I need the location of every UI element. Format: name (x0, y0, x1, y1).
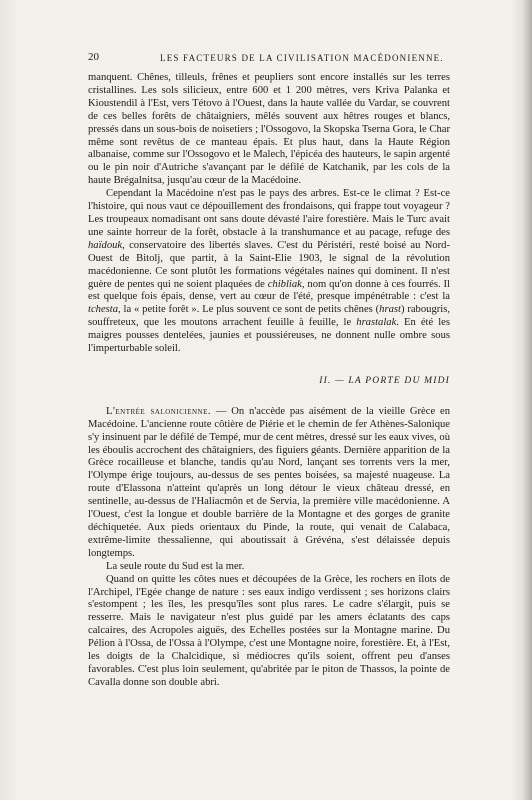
paragraph-text: ) rabougris, souffreteux, que les moutons arrachent feuille à feuille, le (88, 304, 450, 329)
paragraph (88, 561, 450, 574)
section-heading: II. — LA PORTE DU MIDI (319, 375, 450, 386)
paragraph (88, 406, 450, 561)
paragraph-lead: L'entrée salonicienne. (106, 405, 212, 417)
paragraph-text: Quand on quitte les côtes nues et découpées de la Grèce, les rochers en îlots de l'Archipel, l'Egée change de nature : ses eaux indigo verdissent ; ses horizons clairs s'estompent ; les îles, les presqu'îles sont plus rares. Le cadre s'élargit, puis se resserre. Mais le navigateur n'est plus guidé par les amers éclatants des caps calcaires, des Acropoles aiguës, des Echelles postées sur la Montagne marine. Du Pélion à l'Ossa, de l'Ossa à l'Olympe, c'est une Montagne noire, forestière. Et, à l'Est, les doigts de la Chalcidique, si médiocres qu'ils soient, offrent peu d'anses favorables. C'est plus loin seulement, qu'abritée par le piton de Thassos, la pointe de Cavalla donne son double abri. (88, 573, 450, 688)
paragraph (88, 72, 450, 188)
paragraph-text: — On n'accède pas aisément de la vieille Grèce en Macédoine. L'ancienne route côtière de Piérie et le chemin de fer Athènes-Salonique s'y insinuent par le défilé de Tempé, mur de cent mètres, dressé sur les eaux vives, où les éboulis accrochent des châtaigniers, des figuiers géants. Dernière apparition de la Grèce rocailleuse et blanche, tandis qu'au Nord, lançant ses torrents vers la mer, l'Olympe érige toujours, au-dessus de ses pentes boisées, sa majesté nuageuse. La route d'Elassona n'atteint qu'après un long détour le vieux château dressé, en sentinelle, au-dessus de l'Haliacmôn et de Servia, la première ville macédonienne. A l'Ouest, c'est la longue et double barrière de la Montagne et des gorges de granite déchiquetée. Aux pieds orientaux du Pinde, la route, qui venait de Calabaca, extrême-limite thessalienne, qui aboutissait à Grévéna, s'est délaissée depuis longtemps. (88, 405, 450, 559)
body-text (88, 72, 450, 690)
paragraph-text: , la « petite forêt ». Le plus souvent ce sont de petits chênes ( (118, 304, 380, 316)
paragraph (88, 188, 450, 356)
paragraph-text: La seule route du Sud est la mer. (106, 560, 245, 572)
paragraph-text: manquent. Chênes, tilleuls, frênes et peupliers sont encore installés sur les terres cristallines. Les sols silicieux, entre 600 et 1 200 mètres, vers Kriva Palanka et Kioustendil à l'Est, vers Tétovo à l'Ouest, dans la haute vallée du Vardar, se couvrent de ces belles forêts de châtaigniers, mêlés souvent aux hêtres rouges et blancs, pressés dans un sous-bois de noisetiers ; l'Ossogovo, la Skopska Tserna Gora, le Char même sont revêtus de ce manteau épais. Et plus haut, dans la Haute Région albanaise, comme sur l'Ossogovo et le Malech, l'épicéa des hauteurs, le sapin argenté ou le pin noir d'Autriche s'avançant par le défilé de Katchanik, par les cols de la haute Brégalnitsa, jusqu'au cœur de la Macédoine. (88, 72, 450, 187)
paragraph (88, 574, 450, 690)
italic-term: haïdouk (88, 239, 123, 251)
page-number: 20 (88, 51, 99, 63)
paragraph-text: Cependant la Macédoine n'est pas le pays des arbres. Est-ce le climat ? Est-ce l'histoire, qui nous vaut ce dépouillement des frondaisons, qui frappe tout voyageur ? Les troupeaux nomadisant ont sans doute dévasté l'aire forestière. Mais le Turc avait une sainte horreur de la forêt, obstacle à la transhumance et au pacage, refuge des (88, 188, 450, 238)
running-title: LES FACTEURS DE LA CIVILISATION MACÉDONIENNE. (160, 53, 444, 63)
page-edge-shadow (522, 0, 532, 800)
paragraph-text: , conservatoire des libertés slaves. C'est du Péristéri, resté boisé au Nord-Ouest de Bitolj, que partit, à la Saint-Elie 1903, le signal de la révolution macédonienne. Ce sont plutôt les formations végétales naines qui dominent. Il n'est guère de pentes qui ne soient plaquées de (88, 239, 450, 290)
paragraph-text: . En été les maigres pousses dentelées, jaunies et poussiéreuses, ne donnent nulle ombre sous l'imperturbable soleil. (88, 317, 450, 355)
italic-term: hrastalak (356, 317, 397, 329)
italic-term: tchesta (88, 304, 119, 316)
italic-term: hrast (379, 304, 401, 316)
running-head (88, 50, 448, 64)
italic-term: chibliak (267, 278, 302, 290)
paragraph-text: , nom qu'on donne à ces fourrés. Il est quelque fois épais, dense, vert au cœur de l'été, presque impénétrable : c'est la (88, 278, 451, 303)
